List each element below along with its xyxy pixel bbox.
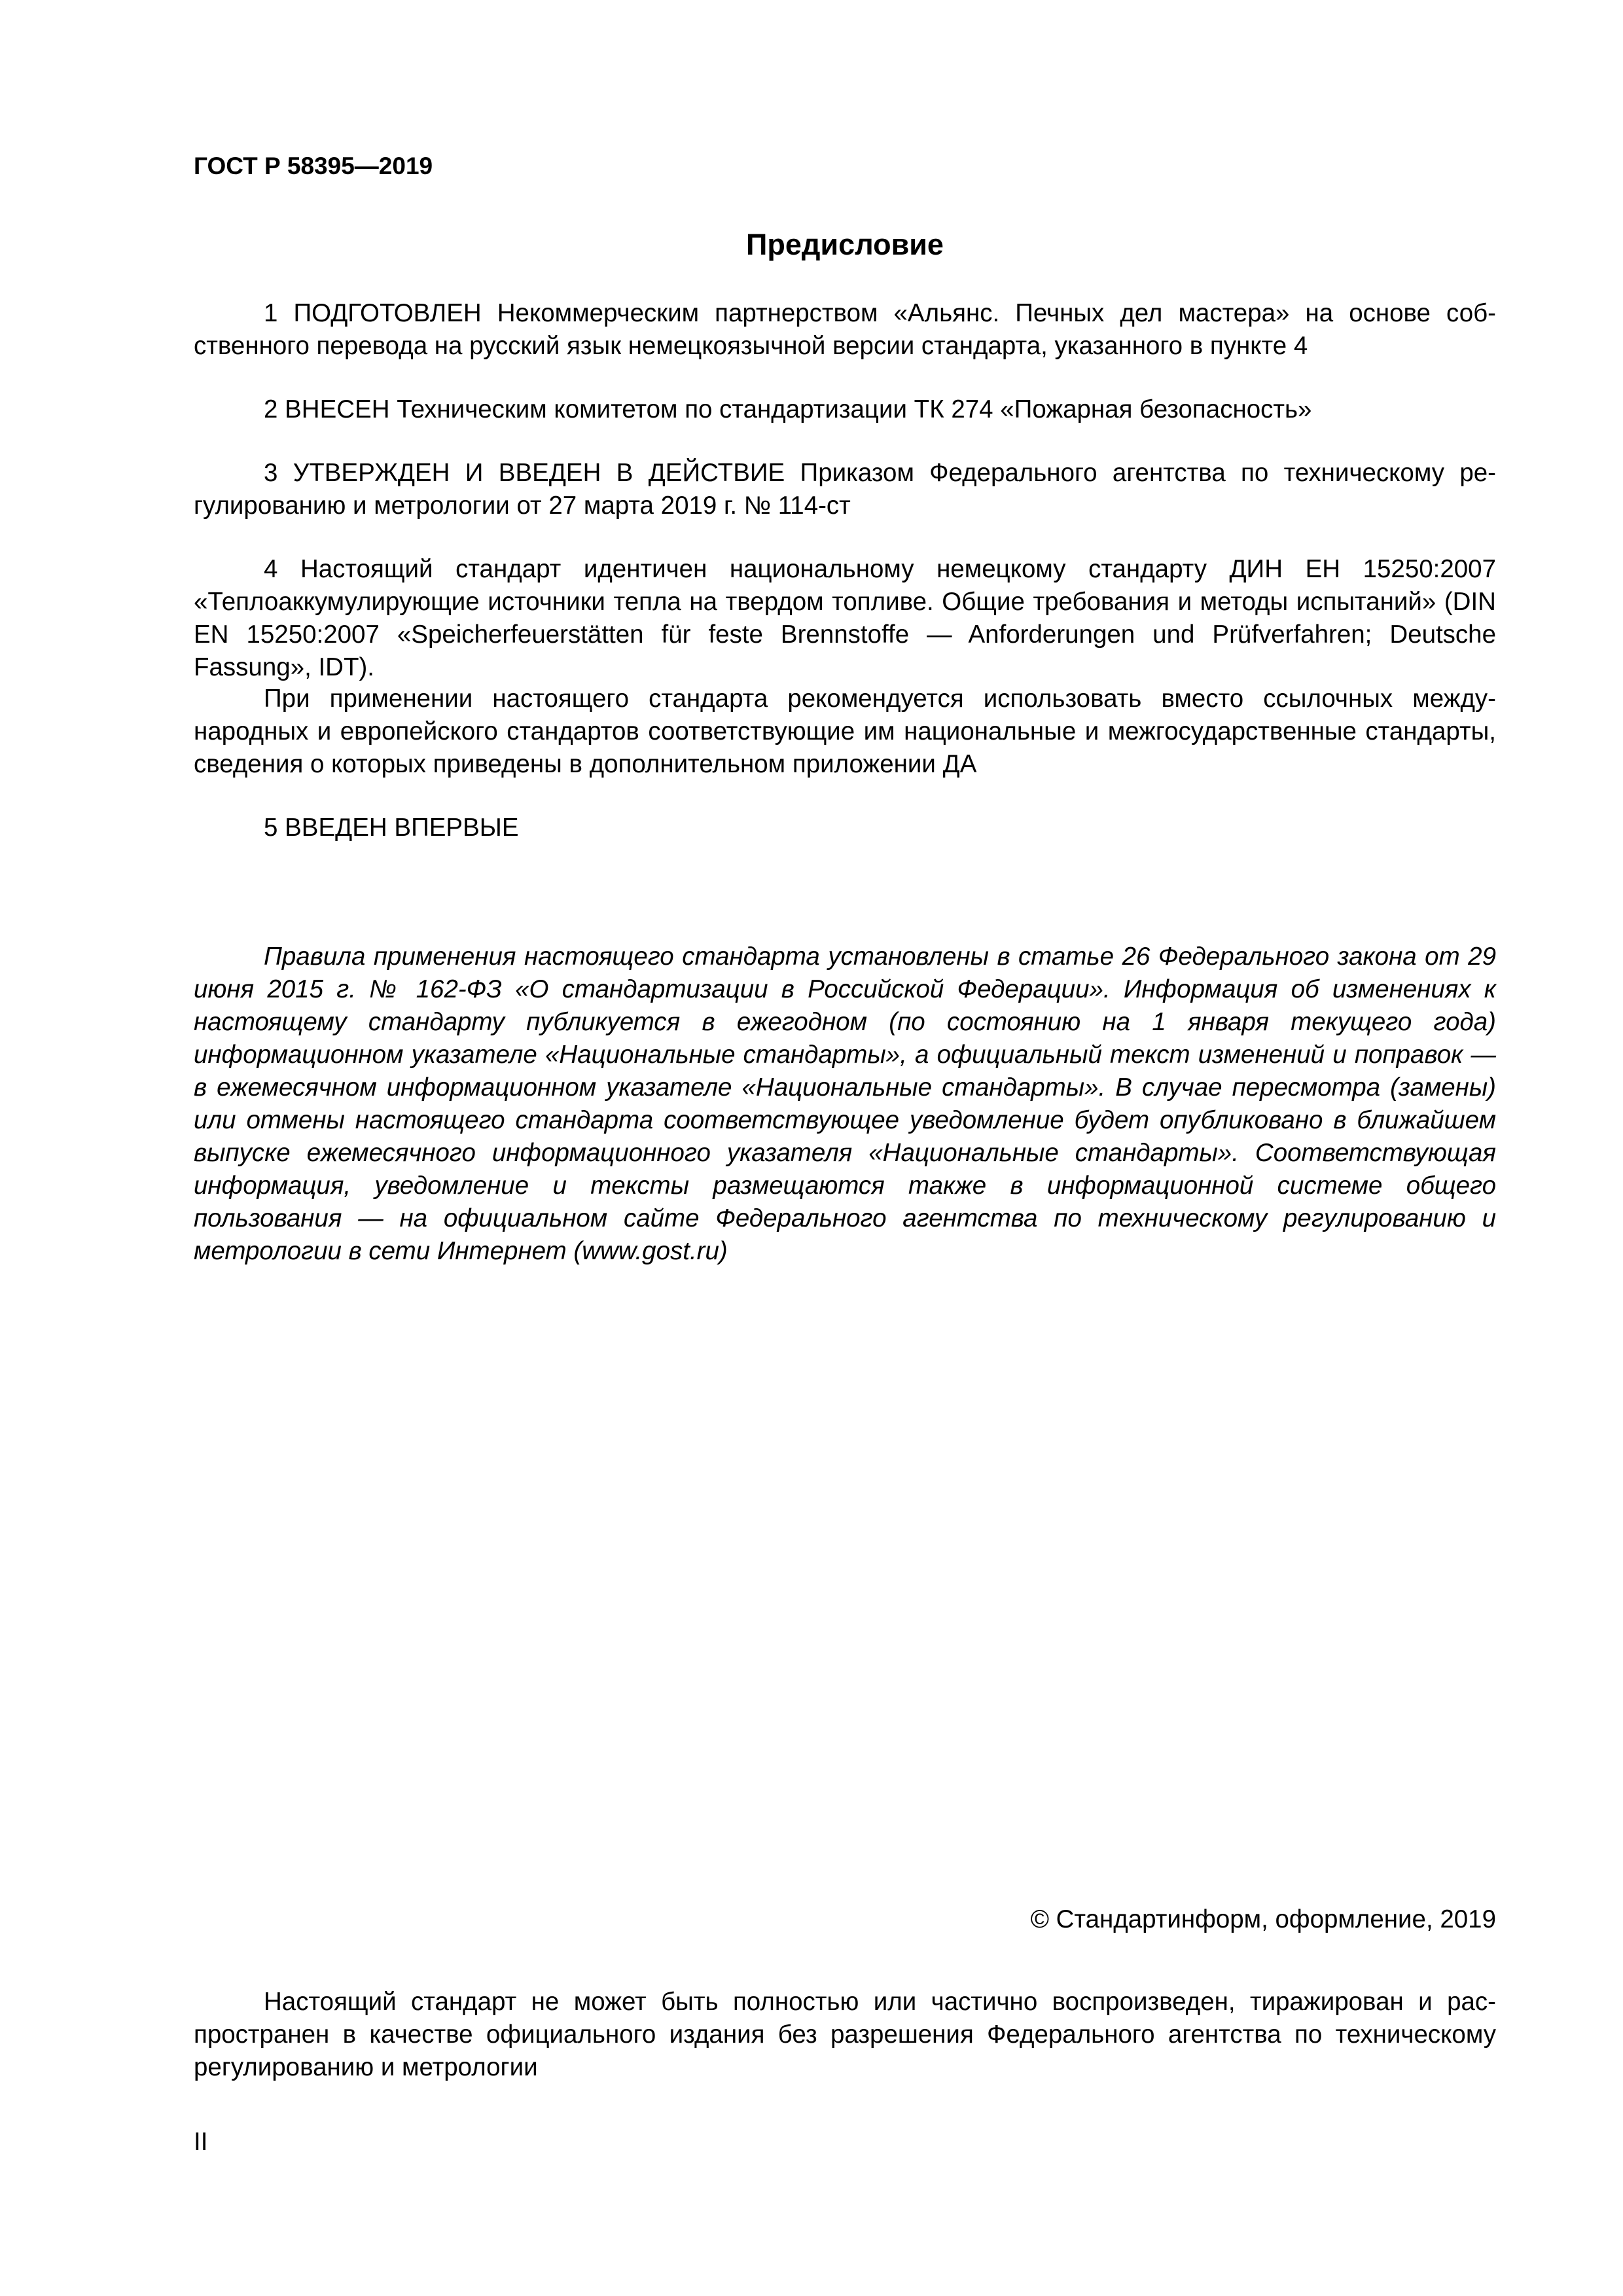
paragraph-references-note: При применении настоящего стандарта рекомендуется использовать вместо ссылочных международных и европейского стандартов соответствующие им национальные и межгосударственные стандарты, сведения о которых приведены в дополнительном приложении ДА (194, 685, 1496, 778)
page-number: II (194, 2128, 208, 2156)
application-rules-notice: Правила применения настоящего стандарта установлены в статье 26 Федерального закона от 29 июня 2015 г. № 162-ФЗ «О стандартизации в Российской Федерации». Информация об изменениях к настоящему стандарту публикуется в ежегодном (по состоянию на 1 января текущего года) информационном указателе «Национальные стандарты», а официальный текст изменений и поправок — в ежемесячном информационном указателе «Национальные стандарты». В случае пересмотра (замены) или отмены настоящего стандарта соответствующее уведомление будет опубликовано в ближайшем выпуске ежемесячного информационного указателя «Национальные стандарты». Соответствующая информация, уведомление и тексты размещаются также в информационной системе общего пользования — на официальном сайте Федерального агентства по техническому регулированию и метрологии в сети Интернет (www.gost.ru) (194, 942, 1496, 1265)
paragraph-prepared-by: 1 ПОДГОТОВЛЕН Некоммерческим партнерством «Альянс. Печных дел мастера» на основе собственного перевода на русский язык немецкоязычной версии стандарта, указанного в пункте 4 (194, 299, 1496, 360)
paragraph-introduced-by: 2 ВНЕСЕН Техническим комитетом по стандартизации ТК 274 «Пожарная безопасность» (264, 395, 1312, 423)
reproduction-notice: Настоящий стандарт не может быть полностью или частично воспроизведен, тиражирован и распространен в качестве официального издания без разрешения Федерального агентства по техническому регулированию и метрологии (194, 1988, 1496, 2081)
paragraph-first-introduced: 5 ВВЕДЕН ВПЕРВЫЕ (264, 814, 519, 842)
paragraph-identical-standard: 4 Настоящий стандарт идентичен национальному немецкому стандарту ДИН ЕН 15250:2007 «Теплоаккумулирующие источники тепла на твердом топливе. Общие требования и методы испытаний» (DIN EN 15250:2007 «Speicherfeuerstätten für feste Brennstoffe — Anforderungen und Prüfverfahren; Deutsche Fassung», IDT). (194, 555, 1496, 681)
section-title: Предисловие (746, 228, 944, 261)
document-header: ГОСТ Р 58395—2019 (194, 152, 433, 179)
copyright-line: © Стандартинформ, оформление, 2019 (1030, 1905, 1496, 1933)
paragraph-approved: 3 УТВЕРЖДЕН И ВВЕДЕН В ДЕЙСТВИЕ Приказом Федерального агентства по техническому регулированию и метрологии от 27 марта 2019 г. № 114-ст (194, 459, 1496, 520)
